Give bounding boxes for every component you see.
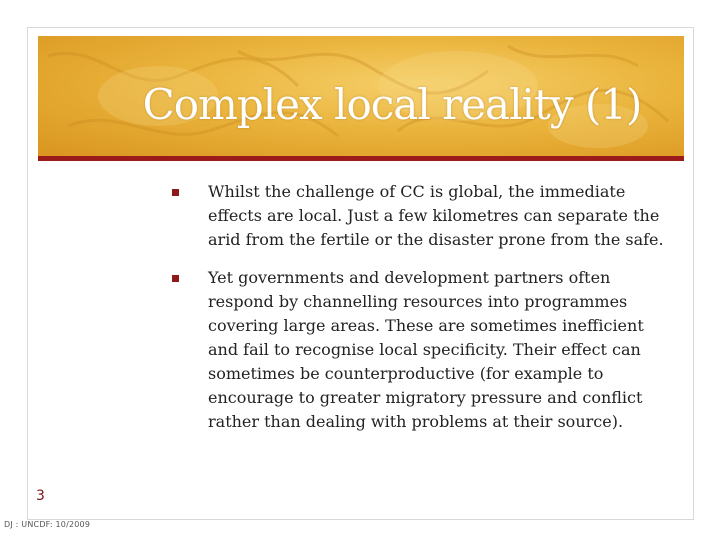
title-accent-bar: [38, 156, 684, 161]
slide-title: Complex local reality (1): [142, 80, 642, 129]
bullet-item: [168, 180, 668, 252]
square-bullet-icon: [172, 275, 179, 282]
bullet-item: [168, 266, 668, 434]
bullet-text: Yet governments and development partners often respond by channelling resources into programmes covering large areas. These are sometimes inefficient and fail to recognise local specificity. Their effect can sometimes be counterproductive (for example to encourage to greater migratory pressure and conflict rather than dealing with problems at their source).: [208, 268, 644, 431]
page-number: 3: [36, 488, 45, 504]
square-bullet-icon: [172, 189, 179, 196]
footer-note: DJ : UNCDF: 10/2009: [4, 520, 91, 529]
bullet-text: Whilst the challenge of CC is global, the immediate effects are local. Just a few kilometres can separate the arid from the fertile or the disaster prone from the safe.: [208, 182, 664, 249]
bullet-list: [168, 180, 668, 448]
